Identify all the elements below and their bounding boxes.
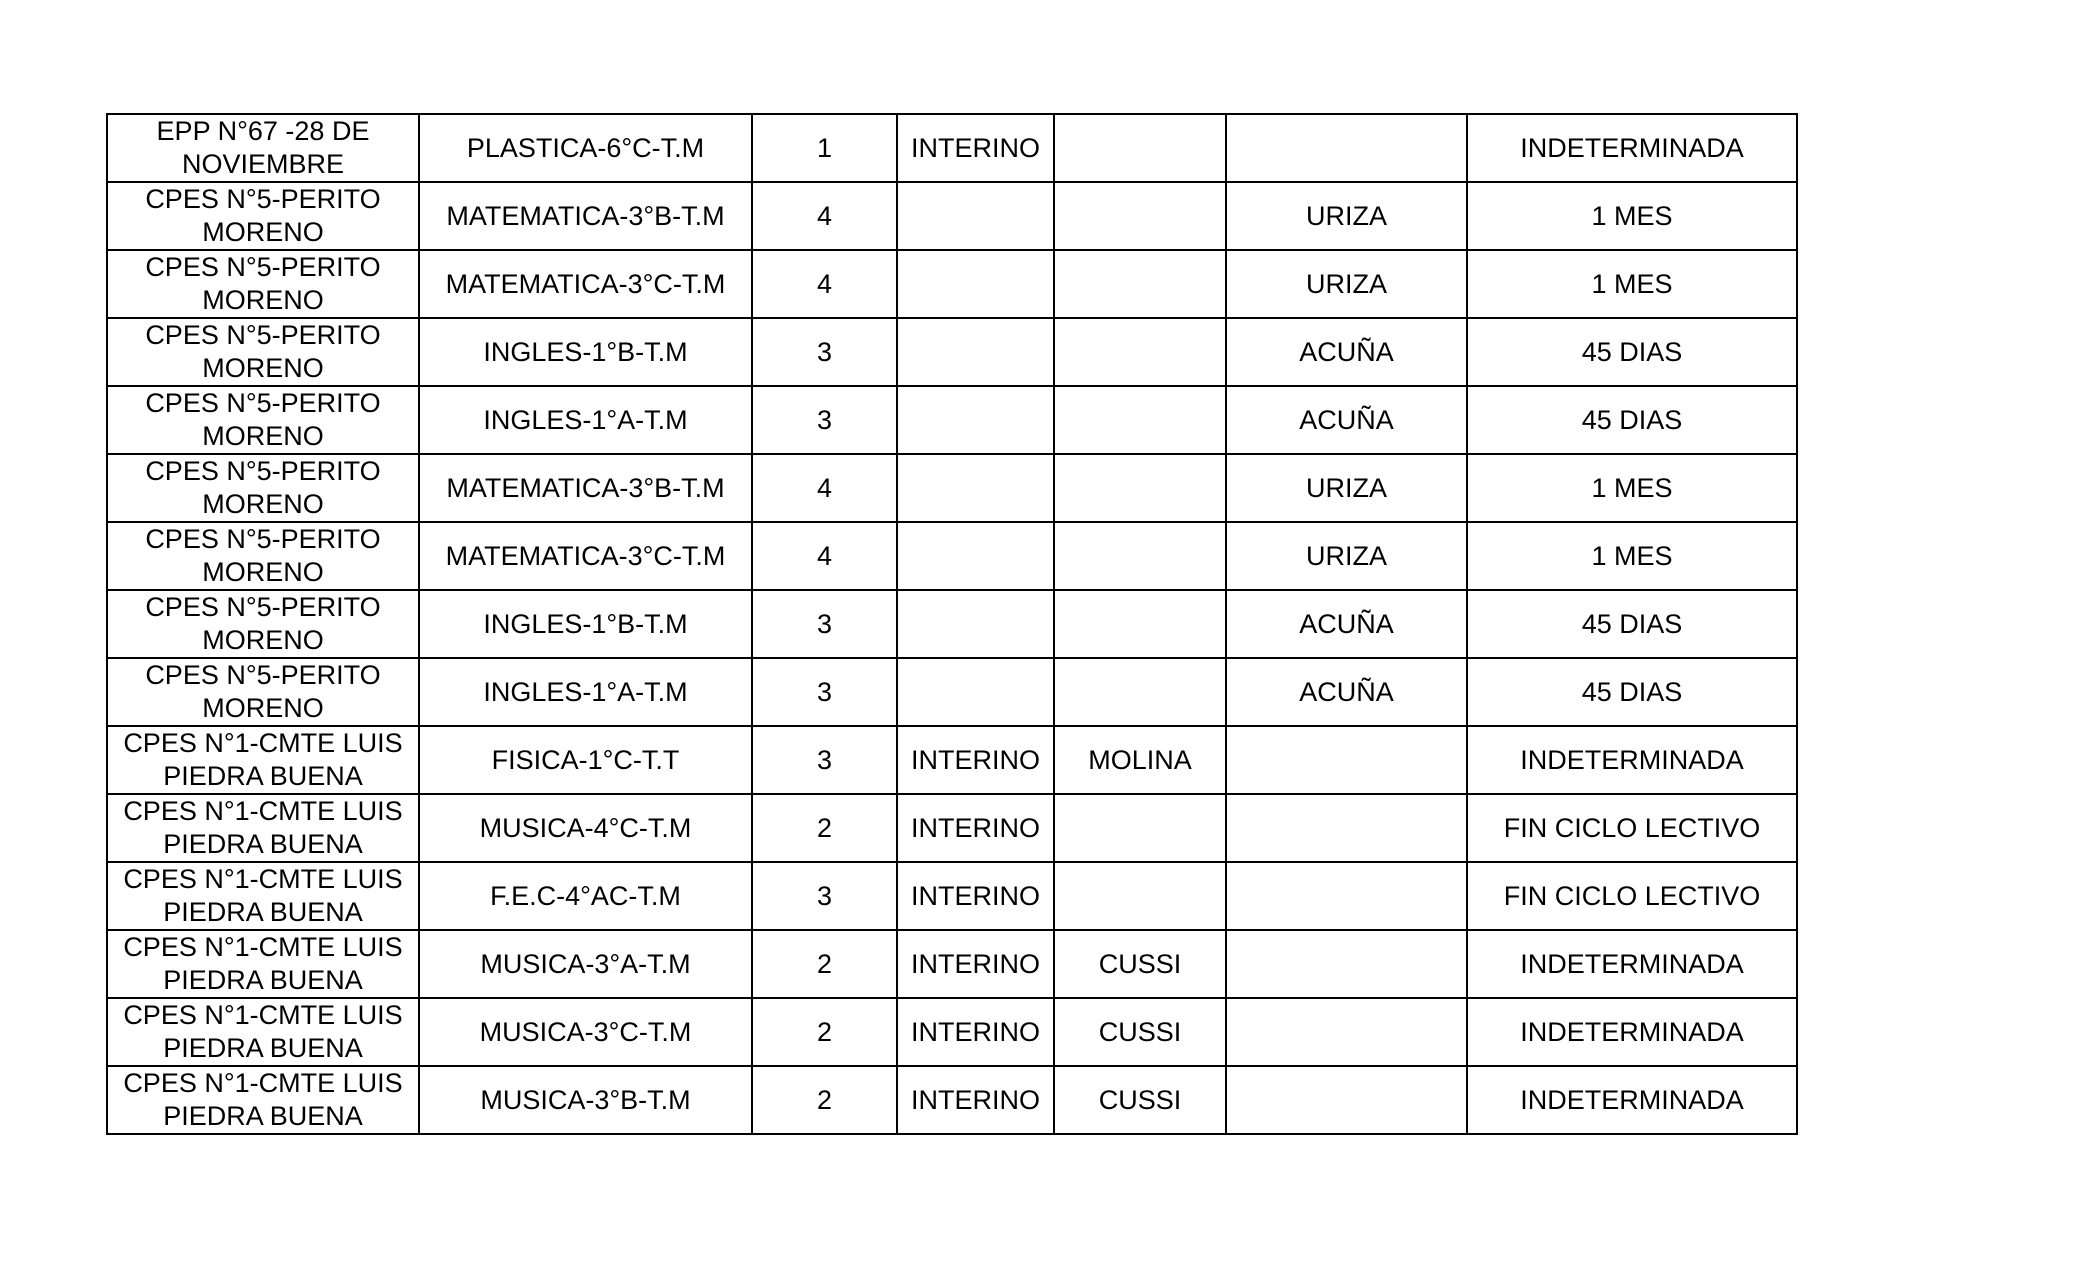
cell-subject: MUSICA-3°B-T.M [419, 1066, 752, 1134]
cell-holder [1054, 114, 1226, 182]
cell-duration: INDETERMINADA [1467, 998, 1797, 1066]
table-row [107, 182, 1797, 250]
cell-licence-holder [1226, 114, 1467, 182]
cell-licence-holder [1226, 930, 1467, 998]
cell-hours: 3 [752, 658, 897, 726]
cell-holder [1054, 182, 1226, 250]
cell-school: CPES N°1-CMTE LUIS PIEDRA BUENA [107, 1066, 419, 1134]
cell-subject: MATEMATICA-3°B-T.M [419, 454, 752, 522]
cell-school: CPES N°1-CMTE LUIS PIEDRA BUENA [107, 794, 419, 862]
cell-holder [1054, 454, 1226, 522]
cell-school: CPES N°5-PERITO MORENO [107, 522, 419, 590]
cell-school: CPES N°5-PERITO MORENO [107, 386, 419, 454]
cell-duration: FIN CICLO LECTIVO [1467, 862, 1797, 930]
cell-duration: INDETERMINADA [1467, 1066, 1797, 1134]
cell-hours: 1 [752, 114, 897, 182]
cell-school: CPES N°5-PERITO MORENO [107, 182, 419, 250]
cell-school: CPES N°1-CMTE LUIS PIEDRA BUENA [107, 862, 419, 930]
cell-holder [1054, 386, 1226, 454]
cell-duration: 1 MES [1467, 454, 1797, 522]
cell-duration: 45 DIAS [1467, 318, 1797, 386]
table-row [107, 114, 1797, 182]
cell-licence-holder [1226, 998, 1467, 1066]
cell-holder: CUSSI [1054, 998, 1226, 1066]
table-row [107, 726, 1797, 794]
cell-licence-holder: ACUÑA [1226, 318, 1467, 386]
cell-duration: FIN CICLO LECTIVO [1467, 794, 1797, 862]
table-row [107, 794, 1797, 862]
table-row [107, 658, 1797, 726]
cell-holder: CUSSI [1054, 1066, 1226, 1134]
cell-subject: INGLES-1°A-T.M [419, 386, 752, 454]
cell-subject: MUSICA-4°C-T.M [419, 794, 752, 862]
table-row [107, 522, 1797, 590]
cell-licence-holder [1226, 726, 1467, 794]
cell-holder: MOLINA [1054, 726, 1226, 794]
cell-licence-holder [1226, 862, 1467, 930]
cell-hours: 3 [752, 726, 897, 794]
cell-subject: INGLES-1°B-T.M [419, 318, 752, 386]
cell-licence-holder [1226, 1066, 1467, 1134]
cell-character: INTERINO [897, 726, 1054, 794]
vacancy-table [106, 113, 1798, 1135]
cell-holder: CUSSI [1054, 930, 1226, 998]
cell-character: INTERINO [897, 998, 1054, 1066]
cell-licence-holder: ACUÑA [1226, 590, 1467, 658]
cell-duration: 1 MES [1467, 250, 1797, 318]
cell-subject: MUSICA-3°A-T.M [419, 930, 752, 998]
cell-hours: 4 [752, 454, 897, 522]
cell-hours: 2 [752, 930, 897, 998]
document-page [106, 113, 1798, 1135]
cell-subject: INGLES-1°A-T.M [419, 658, 752, 726]
cell-holder [1054, 250, 1226, 318]
cell-subject: MUSICA-3°C-T.M [419, 998, 752, 1066]
cell-character [897, 386, 1054, 454]
cell-subject: FISICA-1°C-T.T [419, 726, 752, 794]
cell-licence-holder [1226, 794, 1467, 862]
cell-school: CPES N°5-PERITO MORENO [107, 590, 419, 658]
cell-holder [1054, 658, 1226, 726]
table-row [107, 318, 1797, 386]
cell-licence-holder: URIZA [1226, 454, 1467, 522]
cell-hours: 2 [752, 1066, 897, 1134]
cell-licence-holder: ACUÑA [1226, 658, 1467, 726]
cell-hours: 4 [752, 250, 897, 318]
cell-character: INTERINO [897, 1066, 1054, 1134]
cell-character [897, 318, 1054, 386]
table-row [107, 1066, 1797, 1134]
cell-school: CPES N°1-CMTE LUIS PIEDRA BUENA [107, 930, 419, 998]
cell-duration: 1 MES [1467, 182, 1797, 250]
cell-school: CPES N°5-PERITO MORENO [107, 454, 419, 522]
cell-school: CPES N°1-CMTE LUIS PIEDRA BUENA [107, 998, 419, 1066]
cell-school: CPES N°1-CMTE LUIS PIEDRA BUENA [107, 726, 419, 794]
cell-school: CPES N°5-PERITO MORENO [107, 658, 419, 726]
cell-character [897, 182, 1054, 250]
cell-character [897, 590, 1054, 658]
cell-school: CPES N°5-PERITO MORENO [107, 318, 419, 386]
cell-subject: F.E.C-4°AC-T.M [419, 862, 752, 930]
cell-holder [1054, 862, 1226, 930]
cell-holder [1054, 318, 1226, 386]
cell-school: CPES N°5-PERITO MORENO [107, 250, 419, 318]
cell-character: INTERINO [897, 862, 1054, 930]
cell-hours: 3 [752, 386, 897, 454]
cell-character [897, 658, 1054, 726]
cell-character [897, 250, 1054, 318]
cell-subject: INGLES-1°B-T.M [419, 590, 752, 658]
cell-duration: 45 DIAS [1467, 590, 1797, 658]
cell-hours: 3 [752, 590, 897, 658]
cell-licence-holder: URIZA [1226, 182, 1467, 250]
table-row [107, 386, 1797, 454]
cell-licence-holder: ACUÑA [1226, 386, 1467, 454]
cell-licence-holder: URIZA [1226, 522, 1467, 590]
table-row [107, 998, 1797, 1066]
cell-subject: MATEMATICA-3°B-T.M [419, 182, 752, 250]
cell-holder [1054, 522, 1226, 590]
cell-hours: 4 [752, 522, 897, 590]
cell-duration: INDETERMINADA [1467, 726, 1797, 794]
cell-duration: INDETERMINADA [1467, 114, 1797, 182]
cell-duration: 45 DIAS [1467, 658, 1797, 726]
cell-character: INTERINO [897, 930, 1054, 998]
cell-subject: MATEMATICA-3°C-T.M [419, 250, 752, 318]
cell-duration: 1 MES [1467, 522, 1797, 590]
cell-subject: PLASTICA-6°C-T.M [419, 114, 752, 182]
cell-hours: 4 [752, 182, 897, 250]
cell-character [897, 454, 1054, 522]
cell-character: INTERINO [897, 794, 1054, 862]
cell-character [897, 522, 1054, 590]
cell-duration: 45 DIAS [1467, 386, 1797, 454]
cell-hours: 2 [752, 794, 897, 862]
table-row [107, 930, 1797, 998]
table-row [107, 454, 1797, 522]
cell-subject: MATEMATICA-3°C-T.M [419, 522, 752, 590]
cell-school: EPP N°67 -28 DE NOVIEMBRE [107, 114, 419, 182]
cell-character: INTERINO [897, 114, 1054, 182]
cell-holder [1054, 794, 1226, 862]
table-body [107, 114, 1797, 1134]
cell-licence-holder: URIZA [1226, 250, 1467, 318]
cell-duration: INDETERMINADA [1467, 930, 1797, 998]
cell-hours: 3 [752, 862, 897, 930]
table-row [107, 862, 1797, 930]
table-row [107, 590, 1797, 658]
table-row [107, 250, 1797, 318]
cell-hours: 3 [752, 318, 897, 386]
cell-holder [1054, 590, 1226, 658]
cell-hours: 2 [752, 998, 897, 1066]
